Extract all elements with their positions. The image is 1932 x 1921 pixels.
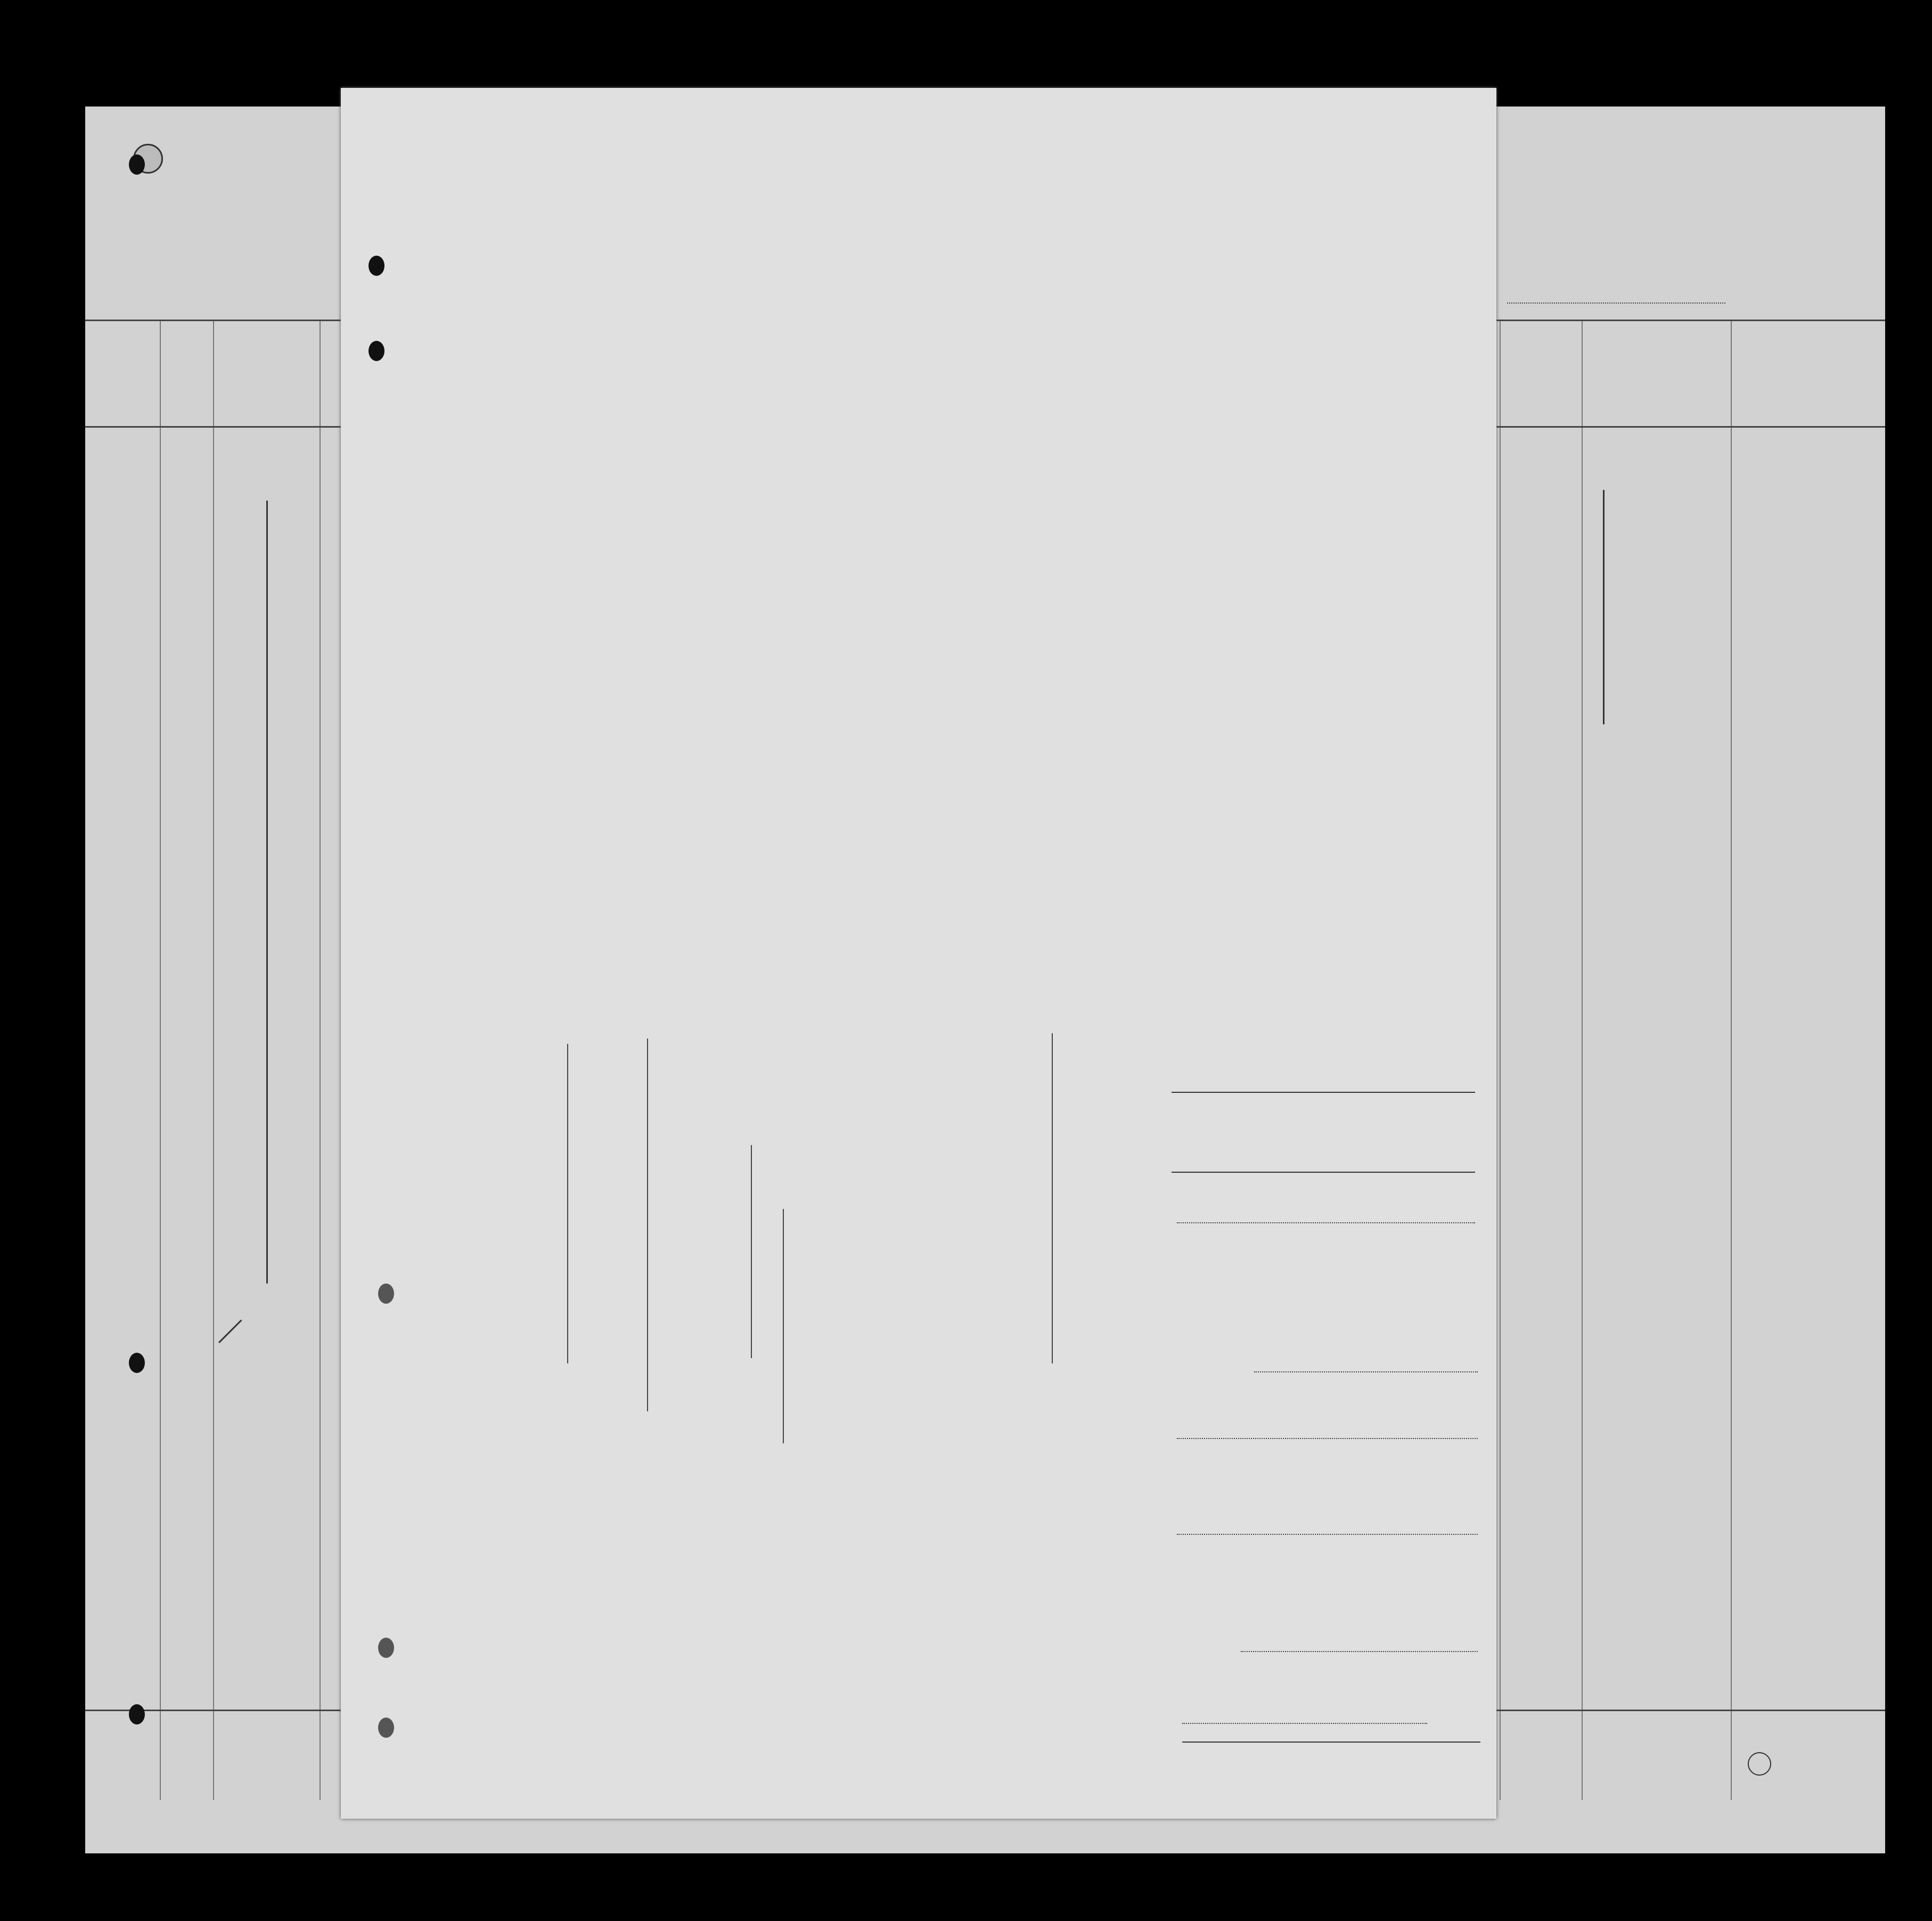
panel-rule	[1172, 1172, 1475, 1173]
master-signature-line	[567, 1044, 568, 1363]
panel-rule	[1172, 1092, 1475, 1093]
panel-vessel-line	[1177, 1438, 1478, 1439]
punch-hole	[129, 154, 145, 175]
punch-hole	[378, 1284, 394, 1304]
punch-hole	[129, 1704, 145, 1724]
ditto-line	[266, 501, 268, 1284]
column-rule	[1582, 320, 1583, 1800]
punch-hole	[369, 256, 384, 276]
column-rule	[1731, 320, 1732, 1800]
ditto-line	[1603, 490, 1604, 724]
panel-master-line	[1177, 1534, 1478, 1535]
panel-port-line	[1241, 1651, 1478, 1652]
punch-hole	[378, 1718, 394, 1738]
port-of-line	[647, 1039, 648, 1411]
panel-date-line	[1182, 1723, 1427, 1724]
punch-hole	[378, 1638, 394, 1658]
column-rule	[1500, 320, 1501, 1800]
punch-hole	[129, 1353, 145, 1373]
panel-certified-line	[1177, 1222, 1475, 1223]
punch-hole	[369, 341, 384, 361]
country-underline	[1507, 303, 1725, 304]
panel-rig-line	[1254, 1371, 1478, 1372]
column-rule	[320, 320, 321, 1800]
footer-circle	[1748, 1752, 1771, 1776]
column-rule	[160, 320, 161, 1800]
panel-rule	[1182, 1742, 1480, 1743]
deputy-collector-line-1	[751, 1145, 752, 1358]
deputy-collector-line-2	[1052, 1033, 1053, 1363]
crew-list-sheet	[341, 88, 1496, 1819]
column-rule	[213, 320, 214, 1800]
deputy-collector-line-1b	[783, 1209, 784, 1443]
